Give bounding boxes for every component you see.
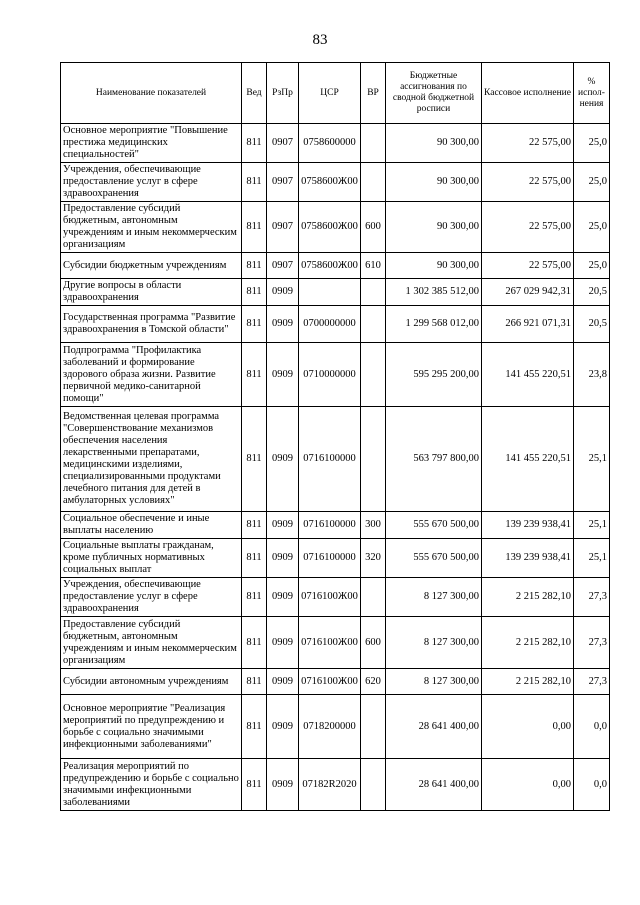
table-header-row (61, 63, 610, 124)
cell-pct: 20,5 (574, 279, 610, 306)
cell-rzpr: 0909 (267, 695, 299, 759)
cell-ved: 811 (242, 539, 267, 578)
cell-cash: 22 575,00 (482, 124, 574, 163)
header-budget: Бюджетные ассигнования по сводной бюджетной росписи (386, 63, 482, 124)
cell-budget: 555 670 500,00 (386, 512, 482, 539)
cell-ved: 811 (242, 253, 267, 279)
table-row (61, 695, 610, 759)
cell-name: Социальные выплаты гражданам, кроме публичных нормативных социальных выплат (61, 539, 242, 578)
table-row (61, 669, 610, 695)
cell-cash: 22 575,00 (482, 253, 574, 279)
cell-vr: 600 (361, 202, 386, 253)
header-csr: ЦСР (299, 63, 361, 124)
cell-budget: 90 300,00 (386, 124, 482, 163)
cell-cash: 141 455 220,51 (482, 343, 574, 407)
cell-csr: 0716100000 (299, 407, 361, 512)
cell-csr: 0716100Ж00 (299, 578, 361, 617)
cell-cash: 266 921 071,31 (482, 306, 574, 343)
cell-budget: 1 299 568 012,00 (386, 306, 482, 343)
cell-rzpr: 0907 (267, 163, 299, 202)
cell-ved: 811 (242, 407, 267, 512)
cell-ved: 811 (242, 759, 267, 811)
cell-csr (299, 279, 361, 306)
cell-name: Ведомственная целевая программа "Совершенствование механизмов обеспечения населения лекарственными препаратами, медицинскими изделиями, специализированными продуктами лечебного питания для детей в амбулаторных условиях" (61, 407, 242, 512)
cell-budget: 595 295 200,00 (386, 343, 482, 407)
cell-rzpr: 0909 (267, 539, 299, 578)
cell-pct: 25,0 (574, 253, 610, 279)
table-row (61, 306, 610, 343)
cell-budget: 8 127 300,00 (386, 617, 482, 669)
cell-vr: 300 (361, 512, 386, 539)
page-number: 83 (312, 32, 328, 48)
cell-ved: 811 (242, 279, 267, 306)
cell-cash: 139 239 938,41 (482, 512, 574, 539)
cell-csr: 0718200000 (299, 695, 361, 759)
cell-budget: 90 300,00 (386, 163, 482, 202)
header-ved: Вед (242, 63, 267, 124)
cell-vr (361, 407, 386, 512)
table-row (61, 163, 610, 202)
cell-rzpr: 0909 (267, 578, 299, 617)
table-row (61, 202, 610, 253)
cell-rzpr: 0909 (267, 343, 299, 407)
cell-pct: 25,0 (574, 202, 610, 253)
cell-rzpr: 0909 (267, 279, 299, 306)
cell-pct: 25,0 (574, 124, 610, 163)
cell-name: Социальное обеспечение и иные выплаты населению (61, 512, 242, 539)
cell-vr (361, 759, 386, 811)
cell-pct: 25,1 (574, 512, 610, 539)
cell-budget: 555 670 500,00 (386, 539, 482, 578)
cell-csr: 0758600000 (299, 124, 361, 163)
cell-cash: 22 575,00 (482, 163, 574, 202)
cell-pct: 0,0 (574, 759, 610, 811)
cell-cash: 0,00 (482, 695, 574, 759)
cell-rzpr: 0909 (267, 306, 299, 343)
cell-pct: 0,0 (574, 695, 610, 759)
cell-ved: 811 (242, 343, 267, 407)
cell-pct: 25,0 (574, 163, 610, 202)
cell-csr: 0758600Ж00 (299, 202, 361, 253)
cell-csr: 0716100Ж00 (299, 669, 361, 695)
cell-csr: 0710000000 (299, 343, 361, 407)
table-row (61, 253, 610, 279)
cell-vr (361, 578, 386, 617)
cell-budget: 1 302 385 512,00 (386, 279, 482, 306)
cell-name: Основное мероприятие "Реализация мероприятий по предупреждению и борьбе с социально значимыми инфекционными заболеваниями" (61, 695, 242, 759)
budget-execution-table (60, 62, 610, 811)
cell-vr (361, 306, 386, 343)
table-row (61, 617, 610, 669)
cell-name: Другие вопросы в области здравоохранения (61, 279, 242, 306)
cell-ved: 811 (242, 695, 267, 759)
cell-vr: 600 (361, 617, 386, 669)
cell-rzpr: 0907 (267, 124, 299, 163)
cell-rzpr: 0909 (267, 759, 299, 811)
cell-csr: 0716100000 (299, 539, 361, 578)
cell-rzpr: 0909 (267, 512, 299, 539)
cell-vr: 320 (361, 539, 386, 578)
cell-vr: 610 (361, 253, 386, 279)
cell-name: Государственная программа "Развитие здравоохранения в Томской области" (61, 306, 242, 343)
header-cash: Кассовое исполнение (482, 63, 574, 124)
table-row (61, 407, 610, 512)
cell-cash: 139 239 938,41 (482, 539, 574, 578)
cell-rzpr: 0909 (267, 407, 299, 512)
cell-pct: 25,1 (574, 539, 610, 578)
cell-vr (361, 124, 386, 163)
cell-name: Субсидии автономным учреждениям (61, 669, 242, 695)
cell-ved: 811 (242, 578, 267, 617)
cell-vr (361, 695, 386, 759)
cell-csr: 07182R2020 (299, 759, 361, 811)
cell-csr: 0758600Ж00 (299, 163, 361, 202)
cell-rzpr: 0907 (267, 202, 299, 253)
cell-pct: 27,3 (574, 617, 610, 669)
cell-pct: 25,1 (574, 407, 610, 512)
cell-ved: 811 (242, 617, 267, 669)
cell-ved: 811 (242, 512, 267, 539)
cell-name: Субсидии бюджетным учреждениям (61, 253, 242, 279)
cell-ved: 811 (242, 306, 267, 343)
cell-vr (361, 343, 386, 407)
cell-pct: 27,3 (574, 578, 610, 617)
cell-budget: 90 300,00 (386, 253, 482, 279)
cell-vr: 620 (361, 669, 386, 695)
cell-cash: 0,00 (482, 759, 574, 811)
cell-csr: 0758600Ж00 (299, 253, 361, 279)
table-row (61, 512, 610, 539)
cell-cash: 2 215 282,10 (482, 578, 574, 617)
cell-pct: 27,3 (574, 669, 610, 695)
cell-budget: 28 641 400,00 (386, 759, 482, 811)
cell-cash: 2 215 282,10 (482, 617, 574, 669)
cell-pct: 20,5 (574, 306, 610, 343)
table-row (61, 279, 610, 306)
cell-name: Предоставление субсидий бюджетным, автономным учреждениям и иным некоммерческим организациям (61, 202, 242, 253)
header-pct: % испол-нения (574, 63, 610, 124)
table-row (61, 539, 610, 578)
header-rzpr: РзПр (267, 63, 299, 124)
cell-cash: 267 029 942,31 (482, 279, 574, 306)
cell-ved: 811 (242, 202, 267, 253)
cell-cash: 141 455 220,51 (482, 407, 574, 512)
cell-csr: 0700000000 (299, 306, 361, 343)
cell-name: Учреждения, обеспечивающие предоставление услуг в сфере здравоохранения (61, 163, 242, 202)
cell-budget: 563 797 800,00 (386, 407, 482, 512)
cell-csr: 0716100000 (299, 512, 361, 539)
table-row (61, 759, 610, 811)
cell-name: Реализация мероприятий по предупреждению и борьбе с социально значимыми инфекционными заболеваниями (61, 759, 242, 811)
cell-ved: 811 (242, 124, 267, 163)
cell-vr (361, 163, 386, 202)
cell-budget: 28 641 400,00 (386, 695, 482, 759)
cell-name: Предоставление субсидий бюджетным, автономным учреждениям и иным некоммерческим организациям (61, 617, 242, 669)
cell-name: Подпрограмма "Профилактика заболеваний и формирование здорового образа жизни. Развитие первичной медико-санитарной помощи" (61, 343, 242, 407)
cell-cash: 22 575,00 (482, 202, 574, 253)
cell-name: Учреждения, обеспечивающие предоставление услуг в сфере здравоохранения (61, 578, 242, 617)
table-row (61, 578, 610, 617)
cell-name: Основное мероприятие "Повышение престижа медицинских специальностей" (61, 124, 242, 163)
cell-ved: 811 (242, 163, 267, 202)
cell-rzpr: 0909 (267, 617, 299, 669)
cell-pct: 23,8 (574, 343, 610, 407)
cell-budget: 8 127 300,00 (386, 669, 482, 695)
cell-cash: 2 215 282,10 (482, 669, 574, 695)
table-row (61, 343, 610, 407)
cell-vr (361, 279, 386, 306)
header-vr: ВР (361, 63, 386, 124)
header-name: Наименование показателей (61, 63, 242, 124)
cell-rzpr: 0909 (267, 669, 299, 695)
cell-budget: 8 127 300,00 (386, 578, 482, 617)
cell-csr: 0716100Ж00 (299, 617, 361, 669)
cell-rzpr: 0907 (267, 253, 299, 279)
cell-budget: 90 300,00 (386, 202, 482, 253)
table-row (61, 124, 610, 163)
cell-ved: 811 (242, 669, 267, 695)
